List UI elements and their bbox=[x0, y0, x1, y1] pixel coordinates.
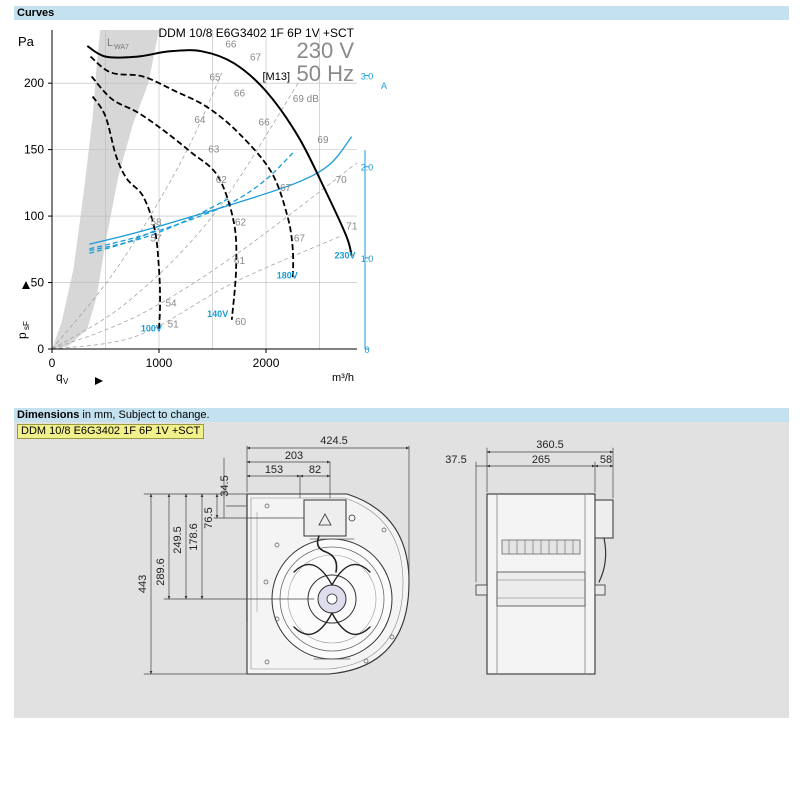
y-unit-label: Pa bbox=[18, 34, 34, 49]
sound-level-label: 67 bbox=[279, 182, 292, 194]
sound-level-label: 58 bbox=[150, 217, 162, 229]
sound-level-label: 60 bbox=[235, 317, 247, 329]
y-tick-label: 50 bbox=[30, 275, 44, 290]
side-view bbox=[445, 439, 613, 674]
dim-side-58: 58 bbox=[599, 454, 613, 466]
curves-section-title: Curves bbox=[17, 7, 55, 19]
y-axis-arrow bbox=[22, 281, 30, 289]
dim-width-82: 82 bbox=[308, 464, 322, 476]
y-axis-label-sub: sF bbox=[22, 321, 31, 330]
dim-width-203: 203 bbox=[284, 450, 304, 462]
sound-level-label: 54 bbox=[165, 298, 177, 310]
x-axis-label-sub: V bbox=[63, 377, 69, 386]
front-view bbox=[137, 435, 409, 674]
voltage-label-100V: 100V bbox=[140, 323, 162, 334]
y2-unit-label: A bbox=[381, 81, 388, 92]
voltage-label-140V: 140V bbox=[207, 309, 229, 320]
sound-level-label: 71 bbox=[346, 221, 358, 233]
dim-height-289: 289.6 bbox=[155, 558, 167, 586]
dim-height-249: 249.5 bbox=[172, 526, 184, 554]
dim-side-37: 37.5 bbox=[445, 454, 467, 466]
dimensions-section-header bbox=[14, 408, 789, 422]
y-tick-label: 0 bbox=[37, 342, 44, 356]
model-tag: DDM 10/8 E6G3402 1F 6P 1V +SCT bbox=[17, 424, 204, 439]
dim-height-34: 34.5 bbox=[219, 475, 231, 497]
dim-height-76: 76.5 bbox=[203, 507, 215, 529]
sound-level-label: 51 bbox=[167, 319, 179, 331]
y-axis-label: p bbox=[15, 332, 29, 339]
dimensions-panel bbox=[14, 422, 789, 718]
sound-level-label: 65 bbox=[209, 72, 221, 84]
side-shaft bbox=[476, 585, 487, 595]
y2-tick-label: 0 bbox=[364, 345, 370, 355]
x-axis-label: q bbox=[56, 370, 63, 384]
dim-side-width-360: 360.5 bbox=[536, 439, 564, 451]
x-tick-label: 0 bbox=[48, 356, 56, 370]
dim-side-265: 265 bbox=[531, 454, 551, 466]
dim-height-443: 443 bbox=[137, 574, 149, 594]
x-tick-label: 1000 bbox=[145, 356, 173, 370]
y2-tick-label: 2.0 bbox=[360, 162, 374, 173]
x-unit-label: m³/h bbox=[332, 372, 354, 384]
x-tick-label: 2000 bbox=[252, 356, 280, 370]
sound-level-label: 62 bbox=[235, 217, 247, 229]
y-tick-label: 100 bbox=[23, 209, 44, 224]
sound-level-label: 69 dB bbox=[292, 93, 319, 105]
chart-motor-code: [M13] bbox=[262, 71, 290, 83]
fan-performance-chart bbox=[0, 20, 388, 390]
y2-tick-label: 3.0 bbox=[360, 71, 374, 82]
sound-level-label: 62 bbox=[215, 174, 227, 186]
chart-frequency: 50 Hz bbox=[296, 61, 354, 86]
voltage-label-180V: 180V bbox=[276, 270, 298, 281]
dim-width-424: 424.5 bbox=[320, 435, 348, 447]
sound-level-label: 64 bbox=[194, 115, 206, 127]
sound-level-label: 63 bbox=[208, 144, 220, 156]
sound-level-label: 66 bbox=[225, 39, 237, 51]
chart-title: DDM 10/8 E6G3402 1F 6P 1V +SCT bbox=[158, 26, 354, 40]
y2-tick-label: 1.0 bbox=[360, 253, 374, 264]
dimensions-note: in mm, Subject to change. bbox=[82, 409, 210, 421]
sound-level-label: 67 bbox=[249, 52, 262, 64]
dim-width-153: 153 bbox=[264, 464, 284, 476]
chart-voltage: 230 V bbox=[296, 38, 354, 63]
sound-level-label: 66 bbox=[258, 117, 270, 129]
sound-level-label: 70 bbox=[335, 174, 347, 186]
side-terminal-box bbox=[595, 500, 613, 538]
sound-level-label: 57 bbox=[150, 233, 162, 245]
dim-height-178: 178.6 bbox=[188, 523, 200, 551]
curves-section-header bbox=[14, 6, 789, 20]
y-tick-label: 150 bbox=[23, 142, 44, 157]
sound-level-label: 67 bbox=[293, 233, 305, 245]
y-tick-label: 200 bbox=[23, 76, 44, 91]
sound-label-sub: WA7 bbox=[114, 44, 129, 51]
dimensions-section-title: Dimensions bbox=[17, 409, 80, 421]
sound-level-label: 66 bbox=[233, 88, 246, 100]
front-terminal-box bbox=[304, 500, 346, 536]
sound-level-label: 69 bbox=[317, 134, 329, 146]
voltage-label-230V: 230V bbox=[334, 250, 356, 261]
sound-level-label: 61 bbox=[233, 255, 246, 267]
x-axis-arrow bbox=[95, 377, 103, 385]
dimension-drawing bbox=[14, 422, 789, 718]
sound-label: L bbox=[107, 37, 114, 49]
